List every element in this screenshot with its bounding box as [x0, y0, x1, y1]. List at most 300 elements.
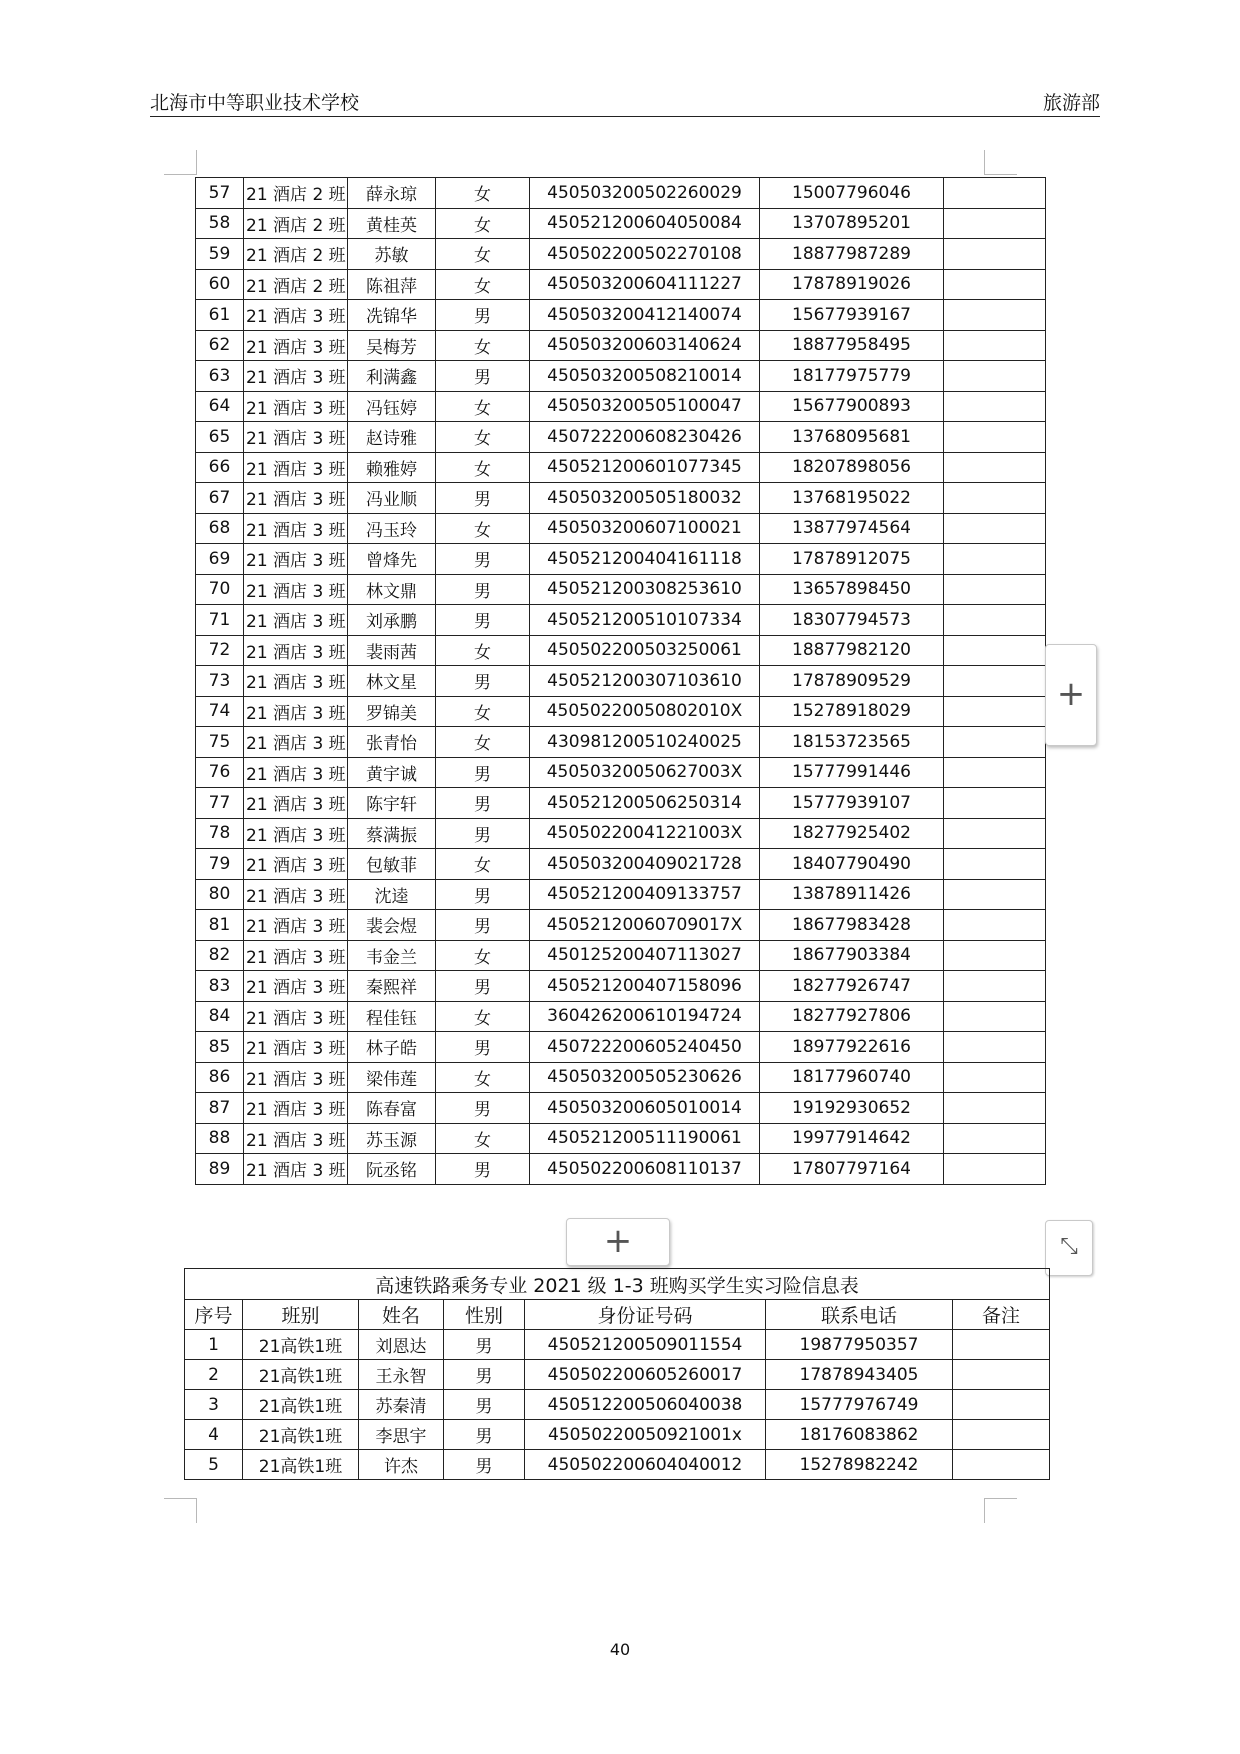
table-cell: 男 [436, 757, 530, 788]
table-cell: 秦熙祥 [348, 971, 436, 1002]
table-cell [944, 635, 1046, 666]
crop-mark-top-left [164, 150, 197, 175]
table-row [196, 513, 1046, 544]
table-cell: 62 [196, 330, 244, 361]
table-cell [944, 1123, 1046, 1154]
table-cell: 裴雨茜 [348, 635, 436, 666]
table-cell: 57 [196, 178, 244, 209]
table-cell: 450502200605260017 [525, 1360, 766, 1390]
table-cell: 450512200506040038 [525, 1390, 766, 1420]
table-cell: 78 [196, 818, 244, 849]
table-cell: 450521200510107334 [530, 605, 760, 636]
table-cell: 81 [196, 910, 244, 941]
table-cell: 13768195022 [760, 483, 944, 514]
table-cell: 男 [436, 1032, 530, 1063]
table-row [196, 178, 1046, 209]
table-cell: 薛永琼 [348, 178, 436, 209]
page-header [150, 86, 1100, 117]
table-cell [944, 1032, 1046, 1063]
header-cell: 联系电话 [766, 1300, 953, 1330]
table-cell: 21高铁1班 [243, 1450, 359, 1480]
table-cell: 15777939107 [760, 788, 944, 819]
table-cell: 450503200412140074 [530, 300, 760, 331]
table-cell: 450503200502260029 [530, 178, 760, 209]
table-cell: 21高铁1班 [243, 1330, 359, 1360]
table-cell: 张青怡 [348, 727, 436, 758]
table-row [196, 879, 1046, 910]
table-row [196, 422, 1046, 453]
table-cell [944, 818, 1046, 849]
table-cell [944, 208, 1046, 239]
table-cell: 女 [436, 727, 530, 758]
table-cell: 21 酒店 3 班 [244, 391, 348, 422]
table-cell: 13768095681 [760, 422, 944, 453]
table-cell: 450502200604040012 [525, 1450, 766, 1480]
table-cell: 15278918029 [760, 696, 944, 727]
table-cell: 21 酒店 2 班 [244, 239, 348, 270]
table-cell: 2 [185, 1360, 243, 1390]
table-cell: 15677939167 [760, 300, 944, 331]
table-cell: 林文鼎 [348, 574, 436, 605]
table-cell [944, 757, 1046, 788]
table-row [196, 1062, 1046, 1093]
table-cell: 13877974564 [760, 513, 944, 544]
table-cell: 18877982120 [760, 635, 944, 666]
table-cell: 450521200509011554 [525, 1330, 766, 1360]
table-cell: 17807797164 [760, 1154, 944, 1185]
table-cell [944, 330, 1046, 361]
table-cell: 18677903384 [760, 940, 944, 971]
table-cell: 4 [185, 1420, 243, 1450]
table-row [196, 1032, 1046, 1063]
table-cell: 45052120060709017X [530, 910, 760, 941]
table-cell: 女 [436, 696, 530, 727]
table-cell: 17878943405 [766, 1360, 953, 1390]
table-cell: 苏敏 [348, 239, 436, 270]
table-cell: 450503200604111227 [530, 269, 760, 300]
table-cell: 13878911426 [760, 879, 944, 910]
table-row [196, 330, 1046, 361]
table-cell: 21 酒店 3 班 [244, 757, 348, 788]
table-row [185, 1330, 1050, 1360]
table-cell: 83 [196, 971, 244, 1002]
table-cell [944, 544, 1046, 575]
table-resize-handle[interactable]: ⤡ [1045, 1220, 1093, 1276]
table-cell: 21 酒店 3 班 [244, 1001, 348, 1032]
table-cell: 85 [196, 1032, 244, 1063]
table-cell: 苏玉源 [348, 1123, 436, 1154]
header-cell: 备注 [953, 1300, 1050, 1330]
header-cell: 序号 [185, 1300, 243, 1330]
table-cell: 男 [436, 666, 530, 697]
crop-mark-bottom-left [164, 1498, 197, 1523]
page-number: 40 [609, 1640, 631, 1659]
department-name: 旅游部 [1042, 92, 1100, 114]
table-cell [944, 940, 1046, 971]
table-cell: 18153723565 [760, 727, 944, 758]
table-cell: 65 [196, 422, 244, 453]
table-cell: 450503200505230626 [530, 1062, 760, 1093]
table-cell: 18207898056 [760, 452, 944, 483]
table-cell: 450521200511190061 [530, 1123, 760, 1154]
table-cell: 21 酒店 3 班 [244, 849, 348, 880]
table-cell: 男 [436, 788, 530, 819]
table-cell: 李思宇 [359, 1420, 444, 1450]
table-cell: 66 [196, 452, 244, 483]
table-cell: 80 [196, 879, 244, 910]
table-cell: 19977914642 [760, 1123, 944, 1154]
table-cell: 58 [196, 208, 244, 239]
table-cell: 许杰 [359, 1450, 444, 1480]
table-cell: 21 酒店 3 班 [244, 1093, 348, 1124]
school-name: 北海市中等职业技术学校 [150, 92, 360, 114]
table-cell: 利满鑫 [348, 361, 436, 392]
table-cell: 15777991446 [760, 757, 944, 788]
table-cell [944, 879, 1046, 910]
table-row [196, 788, 1046, 819]
header-cell: 班别 [243, 1300, 359, 1330]
table-cell [944, 910, 1046, 941]
table-cell: 男 [444, 1420, 525, 1450]
table-cell: 450502200503250061 [530, 635, 760, 666]
table-cell: 21 酒店 2 班 [244, 208, 348, 239]
table-cell: 18177975779 [760, 361, 944, 392]
table-cell: 包敏菲 [348, 849, 436, 880]
table-cell [944, 788, 1046, 819]
table-cell: 21 酒店 3 班 [244, 513, 348, 544]
table-cell: 18977922616 [760, 1032, 944, 1063]
table-cell: 女 [436, 940, 530, 971]
table-cell: 阮丞铭 [348, 1154, 436, 1185]
table-cell: 450521200308253610 [530, 574, 760, 605]
table-cell: 男 [436, 483, 530, 514]
table-cell: 女 [436, 1123, 530, 1154]
table-cell: 沈逵 [348, 879, 436, 910]
table-row [196, 208, 1046, 239]
table-cell: 450502200502270108 [530, 239, 760, 270]
table-cell [944, 1154, 1046, 1185]
table-cell [944, 971, 1046, 1002]
table-cell: 男 [436, 361, 530, 392]
table-cell: 450521200307103610 [530, 666, 760, 697]
table-cell: 男 [436, 1154, 530, 1185]
table-cell: 刘恩达 [359, 1330, 444, 1360]
table-cell: 45050220050802010X [530, 696, 760, 727]
table-cell [944, 452, 1046, 483]
table-cell: 曾烽先 [348, 544, 436, 575]
table-cell: 64 [196, 391, 244, 422]
table-cell: 冯钰婷 [348, 391, 436, 422]
table-cell: 63 [196, 361, 244, 392]
table-cell [944, 239, 1046, 270]
table-row [196, 696, 1046, 727]
table-cell: 刘承鹏 [348, 605, 436, 636]
table-cell: 21 酒店 2 班 [244, 269, 348, 300]
table-cell: 林文星 [348, 666, 436, 697]
table-cell: 21 酒店 3 班 [244, 635, 348, 666]
table-cell: 男 [436, 300, 530, 331]
table-cell [944, 727, 1046, 758]
table-row [196, 1123, 1046, 1154]
table-cell: 59 [196, 239, 244, 270]
table-header-row [185, 1300, 1050, 1330]
table-cell: 冯业顺 [348, 483, 436, 514]
header-cell: 性别 [444, 1300, 525, 1330]
table-cell: 梁伟莲 [348, 1062, 436, 1093]
table-cell: 罗锦美 [348, 696, 436, 727]
table-row [196, 757, 1046, 788]
table-cell: 17878912075 [760, 544, 944, 575]
table-row [196, 300, 1046, 331]
table-cell: 21 酒店 3 班 [244, 1032, 348, 1063]
table-cell [953, 1390, 1050, 1420]
table-cell: 男 [436, 910, 530, 941]
table-cell: 18176083862 [766, 1420, 953, 1450]
table-cell: 450722200608230426 [530, 422, 760, 453]
table-cell: 450521200409133757 [530, 879, 760, 910]
table-cell: 吴梅芳 [348, 330, 436, 361]
table-cell: 苏秦清 [359, 1390, 444, 1420]
table-cell: 21 酒店 3 班 [244, 910, 348, 941]
table-cell: 21 酒店 3 班 [244, 544, 348, 575]
table-cell: 陈宇轩 [348, 788, 436, 819]
table-title: 高速铁路乘务专业 2021 级 1-3 班购买学生实习险信息表 [185, 1269, 1050, 1300]
table-title-row [185, 1269, 1050, 1300]
table-cell: 女 [436, 1062, 530, 1093]
table-cell: 60 [196, 269, 244, 300]
table-cell: 21 酒店 3 班 [244, 1123, 348, 1154]
table-cell [944, 513, 1046, 544]
table-cell: 45050320050627003X [530, 757, 760, 788]
table-cell: 74 [196, 696, 244, 727]
table-cell [944, 300, 1046, 331]
table-row [196, 940, 1046, 971]
table-cell [953, 1450, 1050, 1480]
table-row [196, 727, 1046, 758]
table-cell [944, 178, 1046, 209]
table-cell: 1 [185, 1330, 243, 1360]
table-cell: 21 酒店 3 班 [244, 940, 348, 971]
table-row [196, 574, 1046, 605]
table-cell: 450722200605240450 [530, 1032, 760, 1063]
table-cell: 韦金兰 [348, 940, 436, 971]
table-row [196, 818, 1046, 849]
table-cell: 女 [436, 1001, 530, 1032]
table-cell: 裴会煜 [348, 910, 436, 941]
table-cell: 女 [436, 239, 530, 270]
table-cell: 赵诗雅 [348, 422, 436, 453]
table-row [196, 239, 1046, 270]
table-row [196, 391, 1046, 422]
table-cell: 88 [196, 1123, 244, 1154]
table-cell: 18407790490 [760, 849, 944, 880]
table-cell [944, 666, 1046, 697]
table-cell: 15677900893 [760, 391, 944, 422]
table-cell: 男 [444, 1360, 525, 1390]
table-row [185, 1420, 1050, 1450]
table-cell: 女 [436, 208, 530, 239]
table-row [196, 910, 1046, 941]
table-cell [944, 1093, 1046, 1124]
add-column-button[interactable]: + [1045, 644, 1097, 746]
table-cell: 69 [196, 544, 244, 575]
table-cell: 17878919026 [760, 269, 944, 300]
table-cell: 男 [436, 1093, 530, 1124]
table-cell: 21高铁1班 [243, 1390, 359, 1420]
table-cell: 450502200608110137 [530, 1154, 760, 1185]
table-cell: 女 [436, 391, 530, 422]
table-cell: 男 [444, 1450, 525, 1480]
table-cell: 男 [436, 605, 530, 636]
table-row [196, 1093, 1046, 1124]
table-cell [944, 574, 1046, 605]
table-row [196, 971, 1046, 1002]
table-cell: 黄宇诚 [348, 757, 436, 788]
table-cell: 18677983428 [760, 910, 944, 941]
hsr-insurance-table [184, 1268, 1050, 1480]
table-cell: 86 [196, 1062, 244, 1093]
add-row-button[interactable]: + [566, 1218, 670, 1266]
table-cell: 84 [196, 1001, 244, 1032]
table-cell: 21 酒店 2 班 [244, 178, 348, 209]
table-cell [944, 1062, 1046, 1093]
table-cell: 21 酒店 3 班 [244, 1154, 348, 1185]
table-cell: 18277926747 [760, 971, 944, 1002]
table-cell: 21 酒店 3 班 [244, 727, 348, 758]
table-cell: 女 [436, 330, 530, 361]
table-cell: 89 [196, 1154, 244, 1185]
table-cell: 87 [196, 1093, 244, 1124]
table-cell [944, 422, 1046, 453]
table-cell [944, 483, 1046, 514]
table-cell: 450125200407113027 [530, 940, 760, 971]
table-cell: 21 酒店 3 班 [244, 818, 348, 849]
table-cell [944, 696, 1046, 727]
table-cell: 21 酒店 3 班 [244, 300, 348, 331]
table-row [196, 452, 1046, 483]
table-cell: 女 [436, 269, 530, 300]
table-cell: 21 酒店 3 班 [244, 666, 348, 697]
table-cell: 赖雅婷 [348, 452, 436, 483]
table-cell: 21 酒店 3 班 [244, 361, 348, 392]
table-cell: 450503200508210014 [530, 361, 760, 392]
table-cell: 3 [185, 1390, 243, 1420]
table-cell: 男 [436, 879, 530, 910]
table-cell: 女 [436, 178, 530, 209]
table-cell: 450521200506250314 [530, 788, 760, 819]
table-row [185, 1450, 1050, 1480]
table-cell: 女 [436, 422, 530, 453]
table-cell: 79 [196, 849, 244, 880]
table-cell: 21 酒店 3 班 [244, 574, 348, 605]
table-cell: 5 [185, 1450, 243, 1480]
table-cell: 77 [196, 788, 244, 819]
table-cell: 13707895201 [760, 208, 944, 239]
table-cell: 21 酒店 3 班 [244, 605, 348, 636]
table-row [196, 1154, 1046, 1185]
table-cell: 蔡满振 [348, 818, 436, 849]
table-cell: 21高铁1班 [243, 1360, 359, 1390]
table-cell: 15278982242 [766, 1450, 953, 1480]
table-cell: 75 [196, 727, 244, 758]
table-cell: 450521200601077345 [530, 452, 760, 483]
table-cell: 73 [196, 666, 244, 697]
table-cell: 15007796046 [760, 178, 944, 209]
crop-mark-bottom-right [984, 1498, 1017, 1523]
table-cell: 19877950357 [766, 1330, 953, 1360]
table-cell: 林子皓 [348, 1032, 436, 1063]
table-cell: 女 [436, 849, 530, 880]
table-cell: 女 [436, 452, 530, 483]
table-cell: 67 [196, 483, 244, 514]
table-cell: 男 [444, 1330, 525, 1360]
table-cell: 61 [196, 300, 244, 331]
table-cell [944, 605, 1046, 636]
table-cell: 18877958495 [760, 330, 944, 361]
table-cell: 21 酒店 3 班 [244, 483, 348, 514]
header-cell: 身份证号码 [525, 1300, 766, 1330]
table-cell: 21 酒店 3 班 [244, 879, 348, 910]
table-cell: 21 酒店 3 班 [244, 452, 348, 483]
table-cell: 冼锦华 [348, 300, 436, 331]
table-row [196, 483, 1046, 514]
student-table-continued [195, 177, 1046, 1185]
table-cell: 21 酒店 3 班 [244, 696, 348, 727]
table-cell: 男 [436, 574, 530, 605]
table-row [196, 1001, 1046, 1032]
table-cell: 程佳钰 [348, 1001, 436, 1032]
table-cell [944, 1001, 1046, 1032]
crop-mark-top-right [984, 150, 1017, 175]
table-cell: 陈祖萍 [348, 269, 436, 300]
table-cell: 21 酒店 3 班 [244, 971, 348, 1002]
table-cell [944, 849, 1046, 880]
table-cell: 70 [196, 574, 244, 605]
table-row [196, 635, 1046, 666]
table-cell: 13657898450 [760, 574, 944, 605]
table-row [196, 605, 1046, 636]
table-row [185, 1390, 1050, 1420]
table-cell: 黄桂英 [348, 208, 436, 239]
table-cell: 76 [196, 757, 244, 788]
table-cell [944, 269, 1046, 300]
table-cell [944, 391, 1046, 422]
table-cell: 王永智 [359, 1360, 444, 1390]
table-row [196, 666, 1046, 697]
table-cell: 450503200505100047 [530, 391, 760, 422]
table-cell: 68 [196, 513, 244, 544]
table-cell: 450503200605010014 [530, 1093, 760, 1124]
table-cell: 450521200604050084 [530, 208, 760, 239]
table-cell: 21 酒店 3 班 [244, 422, 348, 453]
table-cell [944, 361, 1046, 392]
table-cell: 陈春富 [348, 1093, 436, 1124]
table-row [196, 544, 1046, 575]
table-cell: 冯玉玲 [348, 513, 436, 544]
table-cell: 18877987289 [760, 239, 944, 270]
table-cell: 19192930652 [760, 1093, 944, 1124]
table-cell: 女 [436, 513, 530, 544]
table-cell: 450503200505180032 [530, 483, 760, 514]
table-cell: 18177960740 [760, 1062, 944, 1093]
table-cell: 男 [436, 818, 530, 849]
table-cell: 男 [444, 1390, 525, 1420]
table-cell: 18277925402 [760, 818, 944, 849]
table-row [196, 361, 1046, 392]
table-cell: 71 [196, 605, 244, 636]
table-cell: 18277927806 [760, 1001, 944, 1032]
table-cell [953, 1330, 1050, 1360]
